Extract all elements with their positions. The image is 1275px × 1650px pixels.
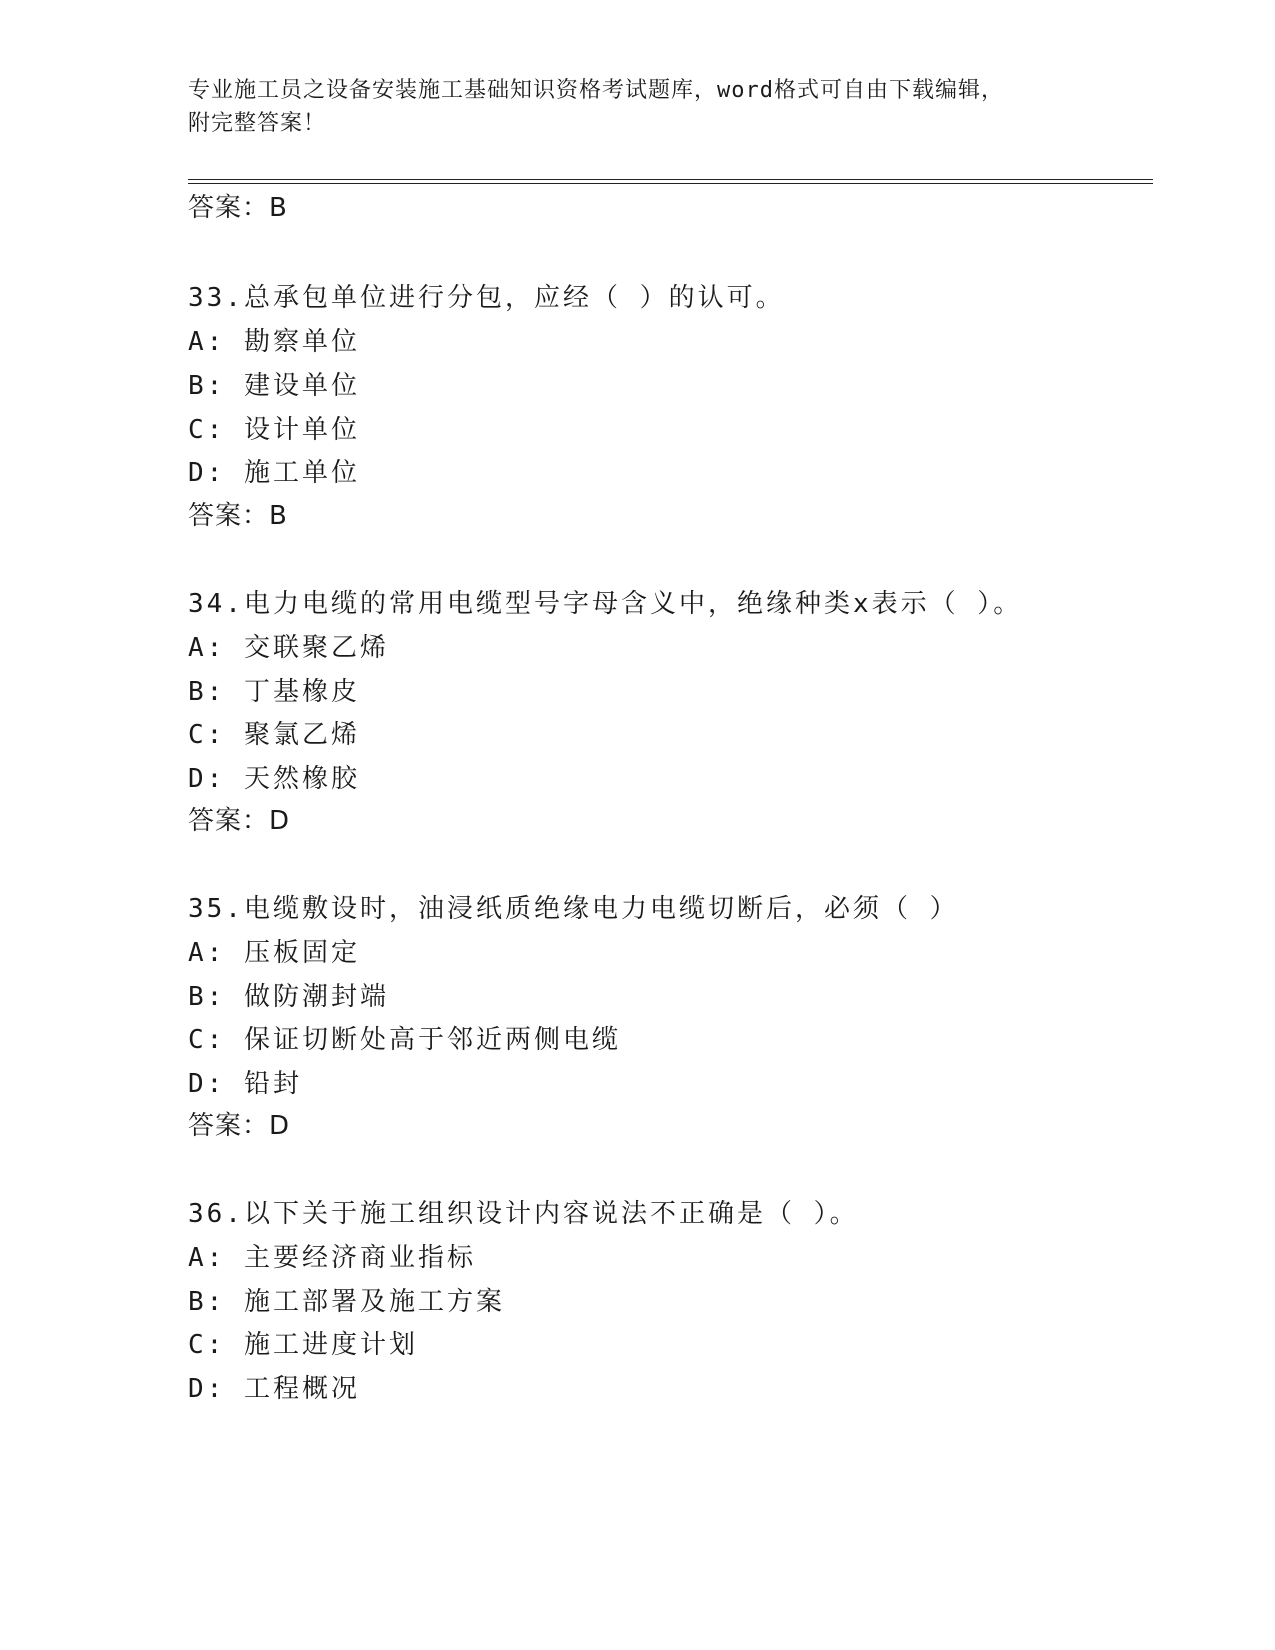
header-divider-top	[188, 179, 1153, 180]
question-stem: 34.电力电缆的常用电缆型号字母含义中，绝缘种类x表示（ ）。	[188, 589, 1023, 619]
question-stem: 35.电缆敷设时，油浸纸质绝缘电力电缆切断后，必须（ ）	[188, 894, 959, 924]
header-line-1: 专业施工员之设备安装施工基础知识资格考试题库，word格式可自由下载编辑，	[188, 78, 1004, 103]
option-b: B: 建设单位	[188, 371, 360, 401]
answer-line: 答案：D	[188, 806, 291, 836]
option-d: D: 天然橡胶	[188, 764, 360, 794]
option-b: B: 做防潮封端	[188, 982, 389, 1012]
option-c: C: 聚氯乙烯	[188, 720, 360, 750]
option-c: C: 设计单位	[188, 415, 360, 445]
header-divider-bottom	[188, 183, 1153, 184]
option-c: C: 保证切断处高于邻近两侧电缆	[188, 1025, 621, 1055]
document-header	[188, 74, 1088, 140]
question-stem: 33.总承包单位进行分包，应经（ ）的认可。	[188, 283, 785, 313]
option-d: D: 施工单位	[188, 458, 360, 488]
option-d: D: 铅封	[188, 1069, 302, 1099]
option-b: B: 丁基橡皮	[188, 677, 360, 707]
option-a: A: 交联聚乙烯	[188, 633, 389, 663]
option-a: A: 主要经济商业指标	[188, 1243, 476, 1273]
option-a: A: 勘察单位	[188, 327, 360, 357]
question-stem: 36.以下关于施工组织设计内容说法不正确是（ ）。	[188, 1199, 859, 1229]
option-c: C: 施工进度计划	[188, 1330, 418, 1360]
answer-line: 答案：B	[188, 501, 288, 531]
answer-line: 答案：D	[188, 1111, 291, 1141]
option-b: B: 施工部署及施工方案	[188, 1287, 505, 1317]
option-d: D: 工程概况	[188, 1374, 360, 1404]
answer-line: 答案：B	[188, 193, 288, 223]
option-a: A: 压板固定	[188, 938, 360, 968]
header-line-2: 附完整答案！	[188, 111, 327, 136]
